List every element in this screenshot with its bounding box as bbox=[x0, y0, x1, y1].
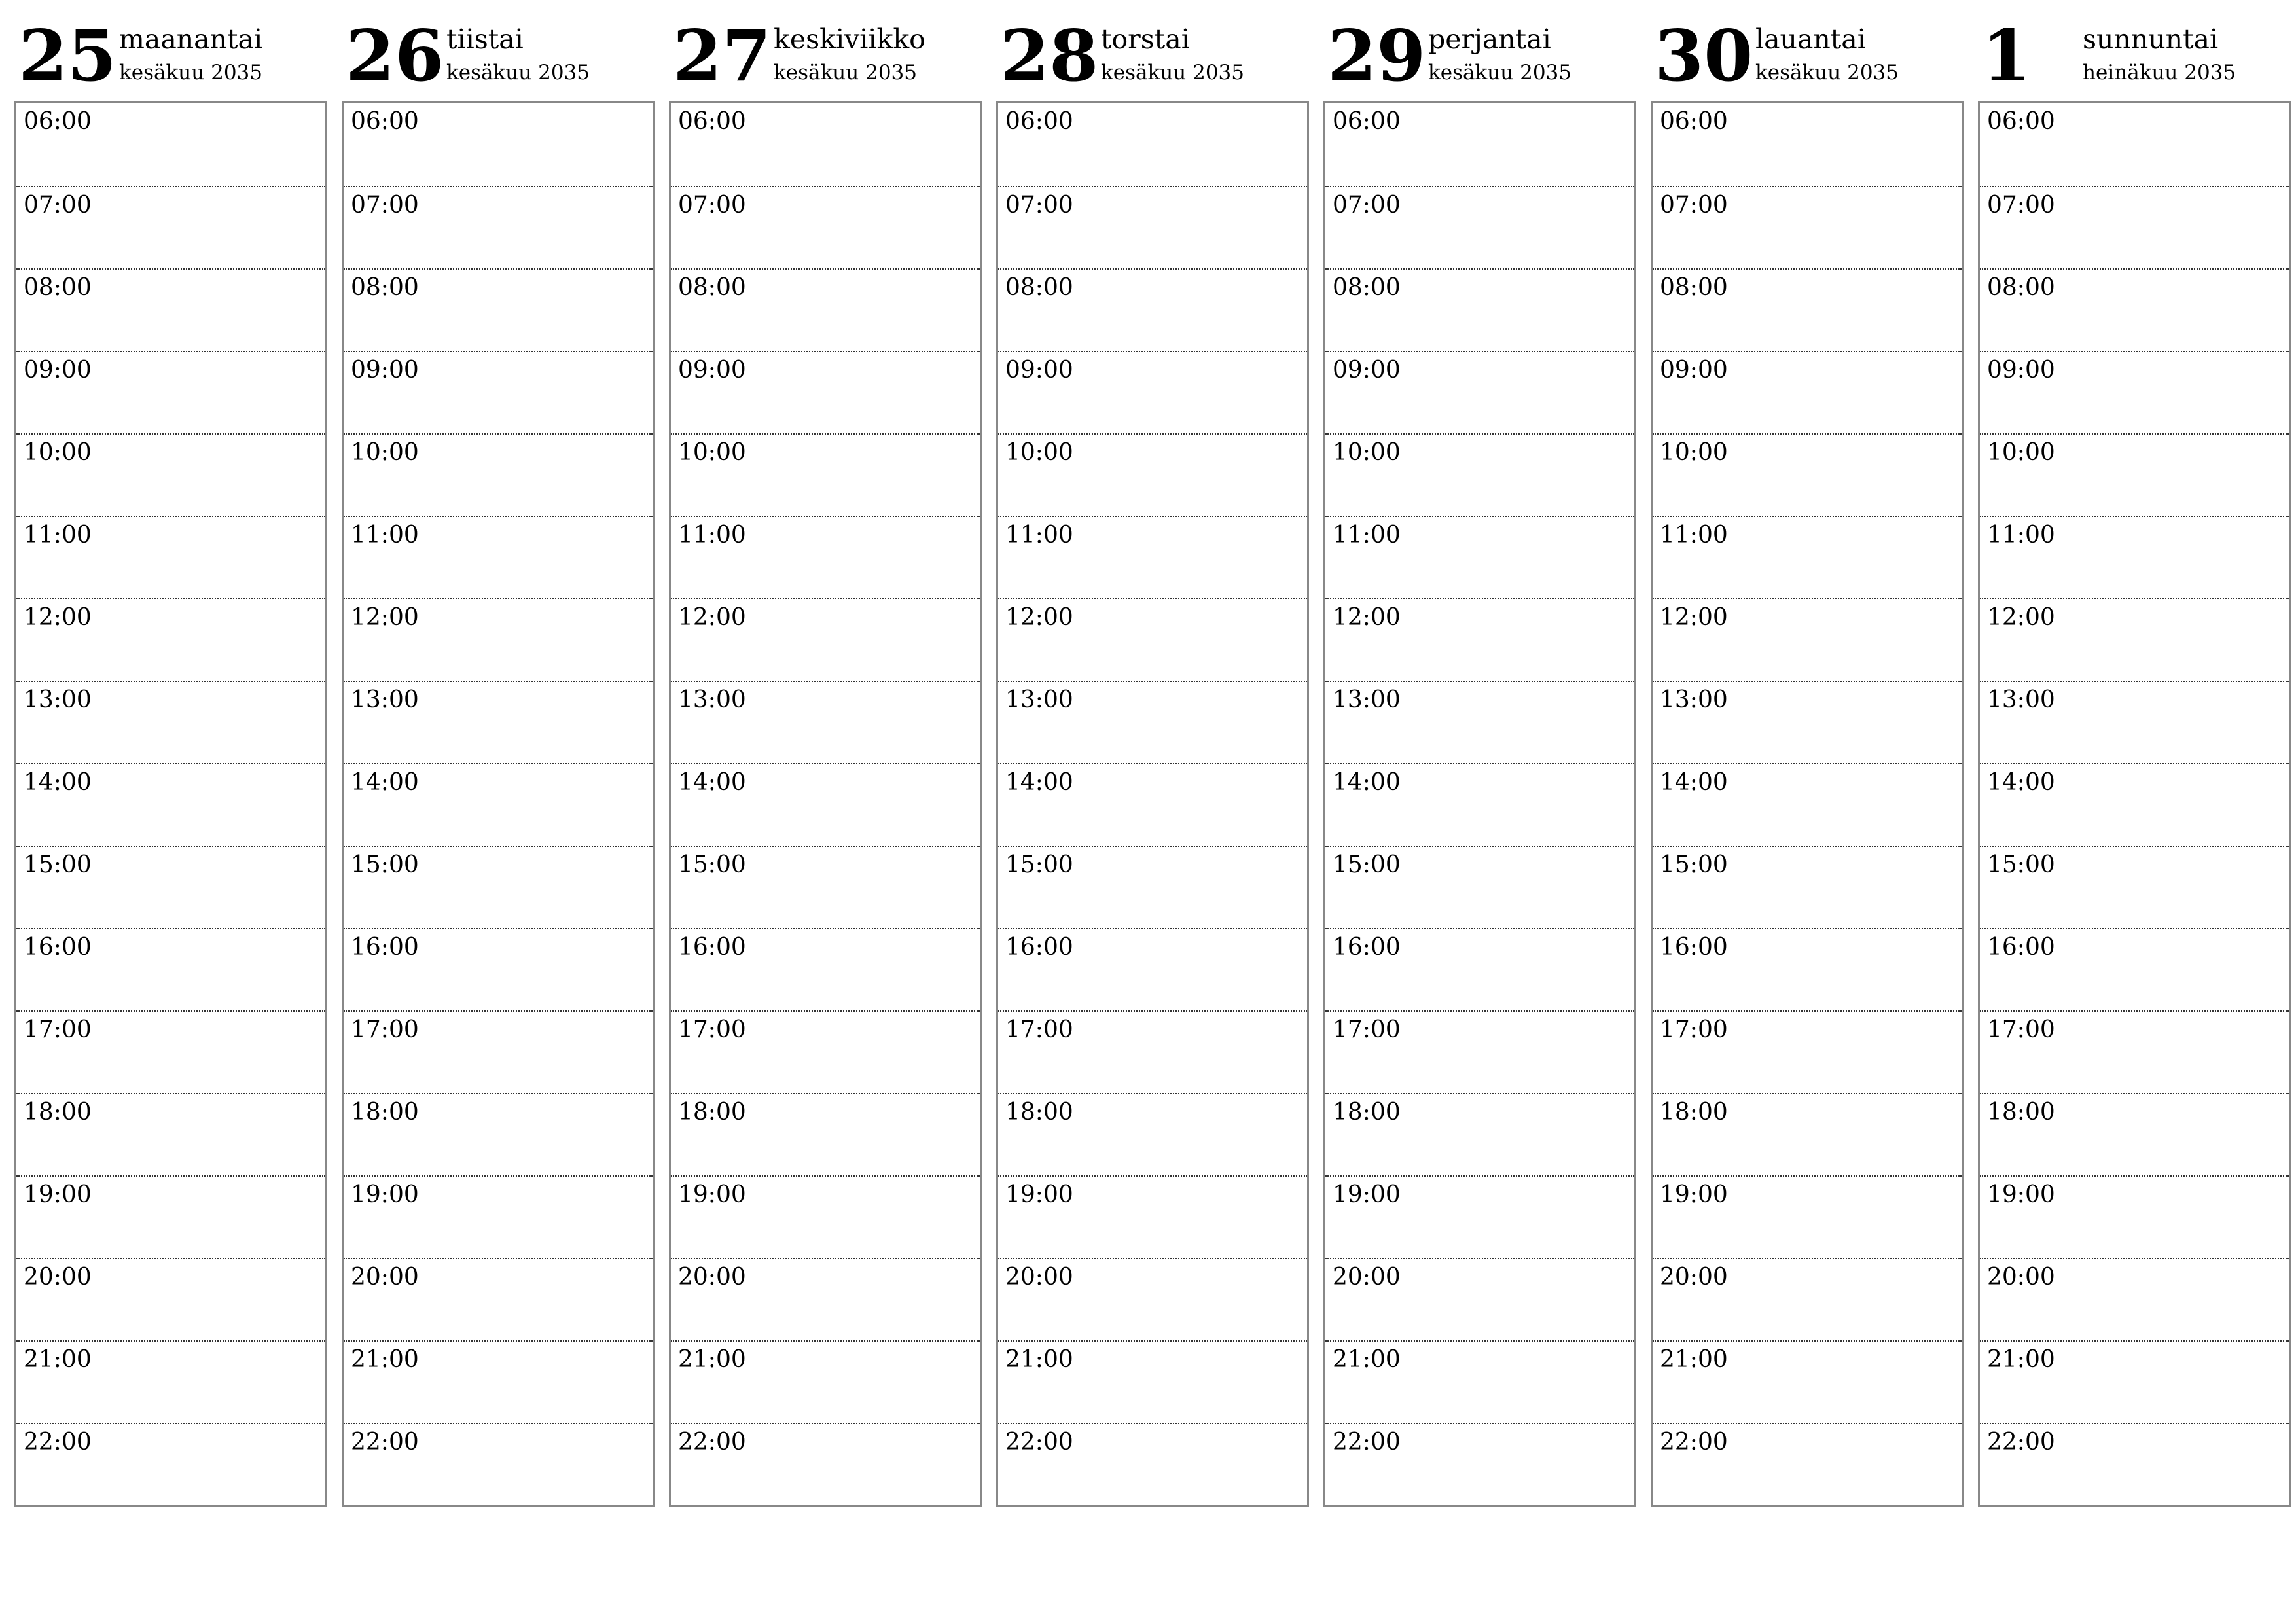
hour-label: 13:00 bbox=[1987, 687, 2055, 713]
hour-label: 11:00 bbox=[1333, 522, 1401, 548]
hour-label: 11:00 bbox=[351, 522, 419, 548]
hour-slot bbox=[1325, 1423, 1634, 1505]
hour-slot bbox=[1325, 186, 1634, 268]
hour-label: 16:00 bbox=[1333, 934, 1401, 961]
hour-slot bbox=[998, 1423, 1307, 1505]
day-column bbox=[342, 0, 655, 1507]
hour-label: 13:00 bbox=[1005, 687, 1073, 713]
hour-slot bbox=[1653, 1175, 1962, 1258]
hour-label: 06:00 bbox=[351, 108, 419, 135]
hour-label: 14:00 bbox=[24, 769, 92, 796]
hour-label: 16:00 bbox=[1987, 934, 2055, 961]
hour-label: 21:00 bbox=[1005, 1346, 1073, 1373]
hour-label: 06:00 bbox=[1987, 108, 2055, 135]
hour-slot bbox=[344, 516, 653, 598]
day-header bbox=[996, 0, 1309, 101]
hour-slot bbox=[1325, 598, 1634, 681]
day-header bbox=[1978, 0, 2291, 101]
hour-slot bbox=[344, 1093, 653, 1175]
hour-slot bbox=[998, 268, 1307, 351]
day-number: 26 bbox=[346, 15, 444, 98]
hour-slot bbox=[1325, 103, 1634, 186]
hour-slot bbox=[671, 1010, 980, 1093]
hour-slot bbox=[998, 1340, 1307, 1423]
hour-label: 07:00 bbox=[678, 192, 746, 219]
hour-grid bbox=[1651, 101, 1964, 1507]
hour-slot bbox=[1653, 1423, 1962, 1505]
weekday-name: sunnuntai bbox=[2083, 24, 2219, 55]
hour-label: 14:00 bbox=[1660, 769, 1728, 796]
hour-label: 07:00 bbox=[1660, 192, 1728, 219]
hour-label: 11:00 bbox=[678, 522, 746, 548]
hour-slot bbox=[16, 598, 325, 681]
hour-label: 12:00 bbox=[351, 604, 419, 631]
hour-label: 09:00 bbox=[1005, 357, 1073, 383]
hour-slot bbox=[344, 1423, 653, 1505]
hour-slot bbox=[1980, 763, 2289, 846]
hour-slot bbox=[1653, 598, 1962, 681]
month-year: kesäkuu 2035 bbox=[1428, 61, 1571, 84]
month-year: kesäkuu 2035 bbox=[1101, 61, 1244, 84]
hour-label: 19:00 bbox=[1333, 1181, 1401, 1208]
weekday-name: perjantai bbox=[1428, 24, 1551, 55]
hour-slot bbox=[1653, 433, 1962, 516]
hour-label: 06:00 bbox=[678, 108, 746, 135]
hour-label: 09:00 bbox=[678, 357, 746, 383]
hour-label: 16:00 bbox=[351, 934, 419, 961]
hour-slot bbox=[1980, 1093, 2289, 1175]
hour-slot bbox=[1980, 846, 2289, 928]
hour-slot bbox=[16, 846, 325, 928]
hour-slot bbox=[1325, 268, 1634, 351]
month-year: kesäkuu 2035 bbox=[774, 61, 917, 84]
day-number: 29 bbox=[1327, 15, 1426, 98]
hour-slot bbox=[1653, 268, 1962, 351]
hour-slot bbox=[344, 186, 653, 268]
hour-label: 11:00 bbox=[1987, 522, 2055, 548]
hour-label: 20:00 bbox=[678, 1264, 746, 1291]
hour-label: 07:00 bbox=[24, 192, 92, 219]
hour-label: 13:00 bbox=[24, 687, 92, 713]
hour-slot bbox=[16, 103, 325, 186]
hour-label: 12:00 bbox=[678, 604, 746, 631]
hour-label: 21:00 bbox=[1660, 1346, 1728, 1373]
hour-label: 14:00 bbox=[1333, 769, 1401, 796]
hour-slot bbox=[344, 268, 653, 351]
hour-grid bbox=[1323, 101, 1636, 1507]
hour-label: 22:00 bbox=[1660, 1429, 1728, 1455]
hour-slot bbox=[671, 1423, 980, 1505]
hour-label: 10:00 bbox=[24, 439, 92, 466]
hour-slot bbox=[998, 516, 1307, 598]
hour-label: 14:00 bbox=[1987, 769, 2055, 796]
hour-grid bbox=[1978, 101, 2291, 1507]
hour-slot bbox=[1325, 928, 1634, 1010]
hour-slot bbox=[16, 351, 325, 433]
hour-slot bbox=[1980, 681, 2289, 763]
hour-label: 19:00 bbox=[678, 1181, 746, 1208]
hour-slot bbox=[671, 1340, 980, 1423]
hour-label: 07:00 bbox=[1333, 192, 1401, 219]
hour-slot bbox=[671, 268, 980, 351]
week-planner bbox=[14, 0, 2291, 1507]
hour-label: 15:00 bbox=[351, 851, 419, 878]
hour-label: 06:00 bbox=[1005, 108, 1073, 135]
hour-label: 08:00 bbox=[1660, 274, 1728, 301]
hour-label: 17:00 bbox=[24, 1016, 92, 1043]
hour-label: 07:00 bbox=[1987, 192, 2055, 219]
hour-slot bbox=[998, 351, 1307, 433]
hour-label: 07:00 bbox=[1005, 192, 1073, 219]
hour-slot bbox=[1325, 1340, 1634, 1423]
hour-slot bbox=[1980, 1340, 2289, 1423]
hour-label: 12:00 bbox=[24, 604, 92, 631]
day-column bbox=[1978, 0, 2291, 1507]
hour-slot bbox=[16, 1010, 325, 1093]
hour-slot bbox=[1980, 1258, 2289, 1340]
hour-label: 10:00 bbox=[1333, 439, 1401, 466]
hour-label: 15:00 bbox=[1333, 851, 1401, 878]
hour-slot bbox=[1980, 433, 2289, 516]
day-column bbox=[1651, 0, 1964, 1507]
hour-label: 17:00 bbox=[1005, 1016, 1073, 1043]
hour-label: 07:00 bbox=[351, 192, 419, 219]
day-header bbox=[1651, 0, 1964, 101]
weekday-name: tiistai bbox=[446, 24, 524, 55]
hour-slot bbox=[16, 186, 325, 268]
hour-label: 17:00 bbox=[1660, 1016, 1728, 1043]
hour-slot bbox=[998, 681, 1307, 763]
hour-label: 16:00 bbox=[678, 934, 746, 961]
hour-slot bbox=[671, 928, 980, 1010]
day-number: 1 bbox=[1982, 15, 2032, 98]
hour-label: 16:00 bbox=[1660, 934, 1728, 961]
hour-label: 08:00 bbox=[1005, 274, 1073, 301]
hour-slot bbox=[671, 681, 980, 763]
hour-label: 19:00 bbox=[24, 1181, 92, 1208]
hour-label: 11:00 bbox=[1660, 522, 1728, 548]
hour-slot bbox=[16, 1258, 325, 1340]
hour-label: 11:00 bbox=[24, 522, 92, 548]
hour-label: 21:00 bbox=[1987, 1346, 2055, 1373]
hour-slot bbox=[998, 1010, 1307, 1093]
hour-label: 09:00 bbox=[24, 357, 92, 383]
hour-slot bbox=[998, 186, 1307, 268]
hour-label: 13:00 bbox=[1660, 687, 1728, 713]
hour-slot bbox=[16, 928, 325, 1010]
month-year: kesäkuu 2035 bbox=[1755, 61, 1899, 84]
hour-slot bbox=[1980, 186, 2289, 268]
hour-slot bbox=[1325, 516, 1634, 598]
weekday-name: keskiviikko bbox=[774, 24, 925, 55]
day-header bbox=[342, 0, 655, 101]
hour-label: 12:00 bbox=[1005, 604, 1073, 631]
month-year: kesäkuu 2035 bbox=[446, 61, 590, 84]
hour-slot bbox=[344, 351, 653, 433]
hour-label: 18:00 bbox=[1333, 1099, 1401, 1126]
hour-label: 10:00 bbox=[678, 439, 746, 466]
hour-label: 16:00 bbox=[1005, 934, 1073, 961]
hour-slot bbox=[671, 846, 980, 928]
hour-label: 21:00 bbox=[1333, 1346, 1401, 1373]
hour-label: 15:00 bbox=[1660, 851, 1728, 878]
hour-slot bbox=[671, 351, 980, 433]
hour-slot bbox=[1325, 351, 1634, 433]
hour-slot bbox=[1653, 928, 1962, 1010]
hour-slot bbox=[344, 846, 653, 928]
hour-slot bbox=[671, 516, 980, 598]
hour-label: 09:00 bbox=[351, 357, 419, 383]
hour-slot bbox=[1980, 928, 2289, 1010]
hour-label: 14:00 bbox=[678, 769, 746, 796]
hour-label: 08:00 bbox=[1333, 274, 1401, 301]
day-number: 27 bbox=[673, 15, 772, 98]
day-header bbox=[669, 0, 982, 101]
hour-slot bbox=[1980, 1175, 2289, 1258]
hour-slot bbox=[1325, 1093, 1634, 1175]
hour-slot bbox=[671, 1258, 980, 1340]
hour-label: 12:00 bbox=[1660, 604, 1728, 631]
hour-label: 13:00 bbox=[351, 687, 419, 713]
hour-label: 20:00 bbox=[1660, 1264, 1728, 1291]
hour-slot bbox=[1325, 1010, 1634, 1093]
hour-label: 20:00 bbox=[1987, 1264, 2055, 1291]
hour-slot bbox=[16, 681, 325, 763]
hour-label: 15:00 bbox=[1987, 851, 2055, 878]
hour-label: 20:00 bbox=[1333, 1264, 1401, 1291]
hour-label: 06:00 bbox=[1660, 108, 1728, 135]
hour-label: 08:00 bbox=[24, 274, 92, 301]
hour-slot bbox=[1653, 1010, 1962, 1093]
hour-slot bbox=[1325, 846, 1634, 928]
day-column bbox=[669, 0, 982, 1507]
hour-label: 13:00 bbox=[1333, 687, 1401, 713]
hour-label: 19:00 bbox=[351, 1181, 419, 1208]
day-header bbox=[14, 0, 327, 101]
hour-slot bbox=[671, 1175, 980, 1258]
hour-grid bbox=[342, 101, 655, 1507]
hour-slot bbox=[16, 763, 325, 846]
hour-slot bbox=[1325, 1258, 1634, 1340]
day-header bbox=[1323, 0, 1636, 101]
hour-slot bbox=[1653, 681, 1962, 763]
hour-slot bbox=[998, 1258, 1307, 1340]
hour-label: 22:00 bbox=[1333, 1429, 1401, 1455]
hour-label: 15:00 bbox=[678, 851, 746, 878]
hour-slot bbox=[1653, 516, 1962, 598]
day-number: 28 bbox=[1000, 15, 1099, 98]
hour-label: 22:00 bbox=[678, 1429, 746, 1455]
day-number: 30 bbox=[1655, 15, 1753, 98]
hour-slot bbox=[671, 598, 980, 681]
hour-label: 22:00 bbox=[1987, 1429, 2055, 1455]
hour-label: 08:00 bbox=[351, 274, 419, 301]
weekday-name: torstai bbox=[1101, 24, 1190, 55]
hour-slot bbox=[16, 1093, 325, 1175]
hour-label: 17:00 bbox=[678, 1016, 746, 1043]
hour-label: 16:00 bbox=[24, 934, 92, 961]
hour-label: 19:00 bbox=[1005, 1181, 1073, 1208]
hour-slot bbox=[671, 103, 980, 186]
hour-label: 20:00 bbox=[351, 1264, 419, 1291]
hour-label: 17:00 bbox=[351, 1016, 419, 1043]
hour-slot bbox=[1653, 103, 1962, 186]
hour-slot bbox=[998, 433, 1307, 516]
hour-slot bbox=[671, 186, 980, 268]
hour-slot bbox=[344, 681, 653, 763]
hour-label: 19:00 bbox=[1987, 1181, 2055, 1208]
day-column bbox=[996, 0, 1309, 1507]
hour-label: 19:00 bbox=[1660, 1181, 1728, 1208]
hour-label: 09:00 bbox=[1660, 357, 1728, 383]
weekday-name: lauantai bbox=[1755, 24, 1866, 55]
hour-grid bbox=[996, 101, 1309, 1507]
hour-label: 22:00 bbox=[24, 1429, 92, 1455]
hour-label: 21:00 bbox=[351, 1346, 419, 1373]
hour-label: 09:00 bbox=[1987, 357, 2055, 383]
hour-slot bbox=[1325, 433, 1634, 516]
hour-label: 06:00 bbox=[24, 108, 92, 135]
hour-slot bbox=[998, 1175, 1307, 1258]
hour-label: 12:00 bbox=[1333, 604, 1401, 631]
hour-slot bbox=[16, 1175, 325, 1258]
weekday-name: maanantai bbox=[119, 24, 263, 55]
hour-label: 08:00 bbox=[678, 274, 746, 301]
hour-slot bbox=[998, 103, 1307, 186]
hour-slot bbox=[1653, 846, 1962, 928]
hour-label: 18:00 bbox=[1660, 1099, 1728, 1126]
hour-label: 21:00 bbox=[678, 1346, 746, 1373]
hour-slot bbox=[1325, 763, 1634, 846]
hour-label: 10:00 bbox=[1005, 439, 1073, 466]
hour-label: 12:00 bbox=[1987, 604, 2055, 631]
hour-slot bbox=[1980, 268, 2289, 351]
hour-slot bbox=[1980, 1423, 2289, 1505]
hour-label: 21:00 bbox=[24, 1346, 92, 1373]
day-column bbox=[1323, 0, 1636, 1507]
hour-label: 10:00 bbox=[1987, 439, 2055, 466]
hour-slot bbox=[1325, 1175, 1634, 1258]
month-year: kesäkuu 2035 bbox=[119, 61, 262, 84]
hour-slot bbox=[344, 1175, 653, 1258]
hour-slot bbox=[344, 1010, 653, 1093]
hour-slot bbox=[1980, 598, 2289, 681]
hour-slot bbox=[16, 433, 325, 516]
hour-slot bbox=[998, 763, 1307, 846]
hour-slot bbox=[344, 928, 653, 1010]
hour-label: 20:00 bbox=[1005, 1264, 1073, 1291]
day-column bbox=[14, 0, 327, 1507]
hour-label: 22:00 bbox=[1005, 1429, 1073, 1455]
hour-slot bbox=[344, 103, 653, 186]
hour-label: 18:00 bbox=[1005, 1099, 1073, 1126]
hour-slot bbox=[1653, 186, 1962, 268]
hour-slot bbox=[1653, 1258, 1962, 1340]
hour-label: 14:00 bbox=[1005, 769, 1073, 796]
hour-slot bbox=[344, 763, 653, 846]
hour-slot bbox=[998, 846, 1307, 928]
hour-slot bbox=[1980, 516, 2289, 598]
hour-label: 08:00 bbox=[1987, 274, 2055, 301]
hour-slot bbox=[1325, 681, 1634, 763]
hour-slot bbox=[1653, 763, 1962, 846]
hour-slot bbox=[344, 433, 653, 516]
hour-label: 11:00 bbox=[1005, 522, 1073, 548]
hour-label: 22:00 bbox=[351, 1429, 419, 1455]
hour-label: 14:00 bbox=[351, 769, 419, 796]
hour-grid bbox=[14, 101, 327, 1507]
hour-label: 13:00 bbox=[678, 687, 746, 713]
hour-slot bbox=[671, 763, 980, 846]
hour-slot bbox=[998, 1093, 1307, 1175]
hour-slot bbox=[998, 598, 1307, 681]
hour-slot bbox=[344, 1258, 653, 1340]
hour-label: 17:00 bbox=[1333, 1016, 1401, 1043]
hour-label: 15:00 bbox=[1005, 851, 1073, 878]
hour-slot bbox=[1980, 103, 2289, 186]
hour-slot bbox=[1980, 1010, 2289, 1093]
hour-label: 18:00 bbox=[351, 1099, 419, 1126]
hour-label: 18:00 bbox=[24, 1099, 92, 1126]
hour-slot bbox=[1653, 351, 1962, 433]
hour-label: 15:00 bbox=[24, 851, 92, 878]
day-number: 25 bbox=[18, 15, 117, 98]
hour-label: 10:00 bbox=[351, 439, 419, 466]
hour-slot bbox=[344, 598, 653, 681]
hour-slot bbox=[1653, 1093, 1962, 1175]
hour-slot bbox=[1980, 351, 2289, 433]
hour-label: 17:00 bbox=[1987, 1016, 2055, 1043]
hour-slot bbox=[998, 928, 1307, 1010]
hour-label: 18:00 bbox=[678, 1099, 746, 1126]
hour-label: 20:00 bbox=[24, 1264, 92, 1291]
hour-label: 10:00 bbox=[1660, 439, 1728, 466]
hour-label: 18:00 bbox=[1987, 1099, 2055, 1126]
hour-slot bbox=[671, 433, 980, 516]
hour-slot bbox=[344, 1340, 653, 1423]
hour-slot bbox=[671, 1093, 980, 1175]
hour-slot bbox=[1653, 1340, 1962, 1423]
hour-slot bbox=[16, 1340, 325, 1423]
hour-label: 09:00 bbox=[1333, 357, 1401, 383]
month-year: heinäkuu 2035 bbox=[2083, 61, 2236, 84]
hour-label: 06:00 bbox=[1333, 108, 1401, 135]
hour-grid bbox=[669, 101, 982, 1507]
hour-slot bbox=[16, 516, 325, 598]
hour-slot bbox=[16, 268, 325, 351]
hour-slot bbox=[16, 1423, 325, 1505]
